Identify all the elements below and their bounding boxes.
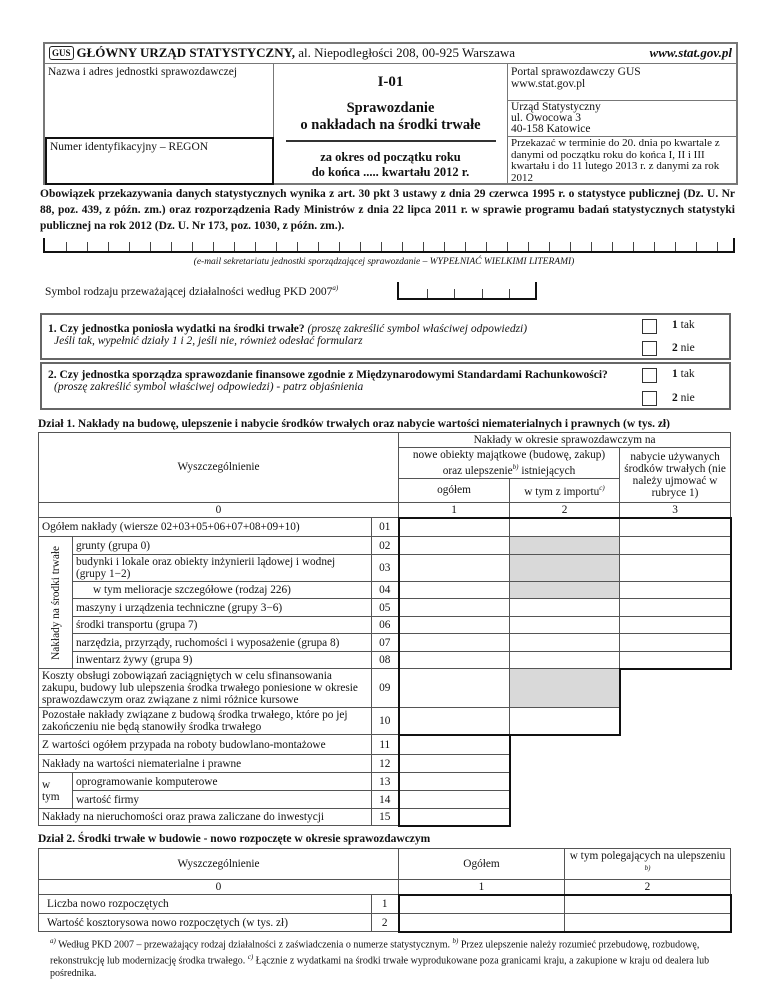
row-label: oprogramowanie komputerowe bbox=[73, 773, 372, 791]
email-char-divider bbox=[360, 242, 361, 251]
question-1 bbox=[40, 313, 731, 360]
email-char-divider bbox=[528, 242, 529, 251]
email-char-divider bbox=[675, 242, 676, 251]
header-url[interactable]: www.stat.gov.pl bbox=[649, 45, 732, 60]
divider bbox=[286, 140, 496, 142]
email-char-divider bbox=[318, 242, 319, 251]
col-num: 2 bbox=[565, 879, 731, 895]
header-import: w tym z importu$^{c)}$ bbox=[510, 478, 620, 502]
email-char-divider bbox=[150, 242, 151, 251]
empty bbox=[510, 755, 620, 773]
input-cell[interactable] bbox=[620, 555, 731, 582]
email-char-divider bbox=[549, 242, 550, 251]
s2-header-spec: Wyszczególnienie bbox=[39, 848, 399, 879]
table-row bbox=[39, 809, 731, 826]
email-char-divider bbox=[444, 242, 445, 251]
row-num: 09 bbox=[372, 669, 399, 708]
input-cell[interactable] bbox=[399, 518, 510, 537]
input-cell[interactable] bbox=[399, 755, 510, 773]
s2-header-improve: w tym polegających na ulepszeniu $^{b)}$ bbox=[565, 848, 731, 879]
empty bbox=[510, 809, 620, 826]
input-cell[interactable] bbox=[399, 582, 510, 599]
col-num: 2 bbox=[510, 502, 620, 518]
q1-text: 1. Czy jednostka poniosła wydatki na środki trwałe? (proszę zakreślić symbol właściwej odpowiedzi) bbox=[48, 323, 528, 335]
disabled-cell bbox=[510, 555, 620, 582]
col-num: 3 bbox=[620, 502, 731, 518]
email-char-divider bbox=[276, 242, 277, 251]
email-char-divider bbox=[234, 242, 235, 251]
input-cell[interactable] bbox=[399, 599, 510, 617]
email-char-divider bbox=[297, 242, 298, 251]
gus-logo: GUS bbox=[49, 46, 74, 60]
row-label: budynki i lokale oraz obiekty inżynierii lądowej i wodnej (grupy 1−2) bbox=[73, 555, 372, 582]
row-label: inwentarz żywy (grupa 9) bbox=[73, 652, 372, 669]
q2-no-checkbox[interactable] bbox=[642, 391, 657, 406]
pkd-label bbox=[45, 284, 338, 298]
input-cell[interactable] bbox=[399, 791, 510, 809]
unit-name-label: Nazwa i adres jednostki sprawozdawczej bbox=[48, 66, 238, 78]
sections bbox=[38, 417, 738, 980]
row-label: Koszty obsługi zobowiązań zaciągniętych w celu sfinansowania zakupu, budowy lub ulepszenia środka trwałego poniesione w okresie sprawozdawczym oraz związane z nimi różnice kursowe bbox=[39, 669, 372, 708]
form-title-block bbox=[274, 64, 507, 185]
form-header bbox=[43, 42, 738, 185]
pkd-char-divider bbox=[509, 289, 510, 298]
input-cell[interactable] bbox=[620, 537, 731, 555]
email-char-divider bbox=[591, 242, 592, 251]
office-street: ul. Owocowa 3 bbox=[511, 112, 581, 124]
table-row bbox=[39, 518, 731, 537]
portal-name: Portal sprawozdawczy GUS bbox=[511, 66, 641, 78]
row-label: środki transportu (grupa 7) bbox=[73, 617, 372, 634]
unit-name-field[interactable] bbox=[45, 64, 274, 137]
row-label: Ogółem nakłady (wiersze 02+03+05+06+07+08+09+10) bbox=[39, 518, 372, 537]
row-label: Z wartości ogółem przypada na roboty budowlano-montażowe bbox=[39, 735, 372, 755]
row-num: 2 bbox=[372, 914, 399, 932]
pkd-label-text: Symbol rodzaju przeważającej działalności według PKD 2007 bbox=[45, 285, 333, 298]
email-char-divider bbox=[87, 242, 88, 251]
pkd-char-divider bbox=[427, 289, 428, 298]
email-char-divider bbox=[612, 242, 613, 251]
input-cell[interactable] bbox=[620, 599, 731, 617]
q1-text-block bbox=[48, 323, 633, 347]
table-row bbox=[39, 652, 731, 669]
pkd-char-divider bbox=[454, 289, 455, 298]
disabled-cell bbox=[510, 669, 620, 708]
email-char-divider bbox=[66, 242, 67, 251]
s2-header-total: Ogółem bbox=[399, 848, 565, 879]
email-char-divider bbox=[192, 242, 193, 251]
row-num: 06 bbox=[372, 617, 399, 634]
section1-table bbox=[38, 432, 732, 827]
pkd-char-divider bbox=[482, 289, 483, 298]
row-label: grunty (grupa 0) bbox=[73, 537, 372, 555]
footnotes: $^{a)}$ Według PKD 2007 – przeważający rodzaj działalności z zaświadczenia o numerze statystycznym. $^{b)}$ Przez ulepszenie należy rozumieć przebudowę, rozbudowę, rekonstrukcję lub modernizację środka trwałego. $^{c)}$ Łącznie z wydatkami na środki trwałe wyprodukowane poza granicami kraju, a zakupione w kraju od dealera lub pośrednika. bbox=[50, 936, 710, 980]
row-label: Pozostałe nakłady związane z budową środka trwałego, które po jej zakończeniu nie będą stanowiły środka trwałego bbox=[39, 708, 372, 735]
input-cell[interactable] bbox=[399, 773, 510, 791]
question-2 bbox=[40, 362, 731, 410]
row-num: 08 bbox=[372, 652, 399, 669]
vertical-group-label: Nakłady na środki trwałe bbox=[39, 537, 73, 669]
office-info bbox=[507, 101, 736, 137]
portal-url[interactable]: www.stat.gov.pl bbox=[511, 78, 586, 90]
q2-yes-label: 1 tak bbox=[672, 368, 695, 380]
q1-no-checkbox[interactable] bbox=[642, 341, 657, 356]
empty bbox=[620, 773, 731, 791]
email-char-divider bbox=[486, 242, 487, 251]
form-title-2: o nakładach na środki trwałe bbox=[300, 117, 481, 133]
table-row bbox=[39, 582, 731, 599]
input-cell[interactable] bbox=[510, 518, 620, 537]
q2-no-label: 2 nie bbox=[672, 392, 695, 404]
org-name: GŁÓWNY URZĄD STATYSTYCZNY, bbox=[76, 45, 296, 60]
table-row bbox=[39, 599, 731, 617]
table-row bbox=[39, 791, 731, 809]
form-code: I-01 bbox=[377, 74, 404, 90]
email-char-divider bbox=[633, 242, 634, 251]
section2-title: Dział 2. Środki trwałe w budowie - nowo rozpoczęte w okresie sprawozdawczym bbox=[38, 832, 431, 845]
q2-text-block bbox=[48, 369, 633, 393]
office-city: 40-158 Katowice bbox=[511, 123, 591, 135]
pkd-footnote-mark: a) bbox=[332, 284, 339, 292]
row-label: maszyny i urządzenia techniczne (grupy 3−6) bbox=[73, 599, 372, 617]
row-num: 13 bbox=[372, 773, 399, 791]
input-cell[interactable] bbox=[399, 669, 510, 708]
email-char-divider bbox=[507, 242, 508, 251]
header-spec: Wyszczególnienie bbox=[39, 433, 399, 503]
email-char-divider bbox=[696, 242, 697, 251]
table-row bbox=[39, 895, 731, 914]
row-num: 05 bbox=[372, 599, 399, 617]
email-caption: (e-mail sekretariatu jednostki sporządzającej sprawozdanie – WYPEŁNIAĆ WIELKIMI LITERAMI) bbox=[193, 257, 575, 267]
input-cell[interactable] bbox=[399, 735, 510, 755]
email-char-divider bbox=[423, 242, 424, 251]
q2-note: (proszę zakreślić symbol właściwej odpowiedzi) - patrz objaśnienia bbox=[54, 381, 364, 393]
email-char-divider bbox=[171, 242, 172, 251]
section1-title: Dział 1. Nakłady na budowę, ulepszenie i nabycie środków trwałych oraz nabycie wartości niematerialnych i prawnych (w tys. zł) bbox=[38, 418, 670, 430]
table-row bbox=[39, 708, 731, 735]
input-cell[interactable] bbox=[510, 599, 620, 617]
row-num: 03 bbox=[372, 555, 399, 582]
input-cell[interactable] bbox=[565, 914, 731, 932]
disabled-cell bbox=[510, 537, 620, 555]
period-1: za okres od początku roku bbox=[320, 150, 461, 164]
office-name: Urząd Statystyczny bbox=[511, 101, 601, 113]
input-cell[interactable] bbox=[620, 652, 731, 669]
input-cell[interactable] bbox=[510, 708, 620, 735]
input-cell[interactable] bbox=[399, 708, 510, 735]
row-num: 12 bbox=[372, 755, 399, 773]
col-num: 1 bbox=[399, 879, 565, 895]
table-row bbox=[39, 735, 731, 755]
header-top: Nakłady w okresie sprawozdawczym na bbox=[399, 433, 731, 448]
input-cell[interactable] bbox=[620, 582, 731, 599]
row-num: 04 bbox=[372, 582, 399, 599]
header-total: ogółem bbox=[399, 478, 510, 502]
q1-note: Jeśli tak, wypełnić działy 1 i 2, jeśli nie, również odesłać formularz bbox=[54, 335, 363, 347]
table-row bbox=[39, 537, 731, 555]
email-char-divider bbox=[129, 242, 130, 251]
table-row bbox=[39, 914, 731, 932]
email-char-divider bbox=[339, 242, 340, 251]
email-char-divider bbox=[402, 242, 403, 251]
row-label: Wartość kosztorysowa nowo rozpoczętych (w tys. zł) bbox=[39, 914, 372, 932]
email-char-divider bbox=[108, 242, 109, 251]
q1-yes-checkbox[interactable] bbox=[642, 319, 657, 334]
empty bbox=[620, 735, 731, 755]
input-cell[interactable] bbox=[620, 518, 731, 537]
regon-field[interactable] bbox=[45, 137, 274, 185]
form-title-1: Sprawozdanie bbox=[346, 100, 435, 116]
table-row bbox=[39, 555, 731, 582]
deadline-info: Przekazać w terminie do 20. dnia po kwartale z danymi od początku roku do końca I, II i III kwartału i do 11 lutego 2013 r. z danymi za rok 2012 bbox=[507, 137, 736, 185]
empty bbox=[510, 791, 620, 809]
q1-no-label: 2 nie bbox=[672, 342, 695, 354]
row-num: 01 bbox=[372, 518, 399, 537]
legal-obligation: Obowiązek przekazywania danych statystycznych wynika z art. 30 pkt 3 ustawy z dnia 29 czerwca 1995 r. o statystyce publicznej (Dz. U. Nr 88, poz. 439, z późn. zm.) oraz rozporządzenia Rady Ministrów z dnia 22 lipca 2011 r. w sprawie programu badań statystycznych statystyki publicznej na rok 2012 (Dz. U. Nr 173, poz. 1030, z późn. zm.). bbox=[40, 188, 735, 232]
q2-text: 2. Czy jednostka sporządza sprawozdanie finansowe zgodnie z Międzynarodowymi Standardami Rachunkowości? bbox=[48, 369, 608, 381]
input-cell[interactable] bbox=[399, 895, 565, 914]
col-num: 0 bbox=[39, 502, 399, 518]
input-cell[interactable] bbox=[399, 634, 510, 652]
col-num: 0 bbox=[39, 879, 399, 895]
row-num: 07 bbox=[372, 634, 399, 652]
input-cell[interactable] bbox=[510, 634, 620, 652]
q1-yes-label: 1 tak bbox=[672, 319, 695, 331]
empty bbox=[620, 708, 731, 735]
table-row bbox=[39, 773, 731, 791]
email-char-divider bbox=[465, 242, 466, 251]
email-char-divider bbox=[381, 242, 382, 251]
empty bbox=[620, 791, 731, 809]
pkd-input[interactable] bbox=[397, 282, 537, 300]
row-label: wartość firmy bbox=[73, 791, 372, 809]
email-char-divider bbox=[654, 242, 655, 251]
table-row bbox=[39, 755, 731, 773]
header-used: nabycie używanych środków trwałych (nie należy ujmować w rubryce 1) bbox=[620, 448, 731, 503]
email-char-divider bbox=[255, 242, 256, 251]
input-cell[interactable] bbox=[565, 895, 731, 914]
regon-label: Numer identyfikacyjny – REGON bbox=[50, 141, 209, 153]
section2-table bbox=[38, 848, 732, 933]
disabled-cell bbox=[510, 582, 620, 599]
table-row bbox=[39, 634, 731, 652]
q2-yes-checkbox[interactable] bbox=[642, 368, 657, 383]
table-row bbox=[39, 617, 731, 634]
row-num: 11 bbox=[372, 735, 399, 755]
header-new: nowe obiekty majątkowe (budowę, zakup) oraz ulepszenie$^{b)}$ istniejących bbox=[399, 448, 620, 479]
period-2: do końca ..... kwartału 2012 r. bbox=[311, 165, 470, 179]
email-char-divider bbox=[213, 242, 214, 251]
input-cell[interactable] bbox=[510, 652, 620, 669]
email-char-divider bbox=[717, 242, 718, 251]
input-cell[interactable] bbox=[399, 555, 510, 582]
org-address: al. Niepodległości 208, 00-925 Warszawa bbox=[295, 45, 516, 60]
empty bbox=[620, 755, 731, 773]
input-cell[interactable] bbox=[620, 634, 731, 652]
empty bbox=[510, 735, 620, 755]
row-num: 1 bbox=[372, 895, 399, 914]
input-cell[interactable] bbox=[399, 617, 510, 634]
email-char-divider bbox=[570, 242, 571, 251]
empty bbox=[620, 669, 731, 708]
row-num: 15 bbox=[372, 809, 399, 826]
row-label: w tym melioracje szczegółowe (rodzaj 226) bbox=[73, 582, 372, 599]
empty bbox=[620, 809, 731, 826]
row-num: 14 bbox=[372, 791, 399, 809]
row-num: 02 bbox=[372, 537, 399, 555]
row-label: Nakłady na wartości niematerialne i prawne bbox=[39, 755, 372, 773]
input-cell[interactable] bbox=[399, 809, 510, 826]
wtym-label: w tym bbox=[39, 773, 73, 809]
table-row bbox=[39, 669, 731, 708]
row-num: 10 bbox=[372, 708, 399, 735]
row-label: narzędzia, przyrządy, ruchomości i wyposażenie (grupa 8) bbox=[73, 634, 372, 652]
header-bar bbox=[45, 44, 736, 64]
input-cell[interactable] bbox=[399, 652, 510, 669]
empty bbox=[510, 773, 620, 791]
input-cell[interactable] bbox=[620, 617, 731, 634]
portal-info bbox=[507, 64, 736, 101]
row-label: Nakłady na nieruchomości oraz prawa zaliczane do inwestycji bbox=[39, 809, 372, 826]
col-num: 1 bbox=[399, 502, 510, 518]
email-input[interactable] bbox=[43, 238, 735, 253]
row-label: Liczba nowo rozpoczętych bbox=[39, 895, 372, 914]
input-cell[interactable] bbox=[399, 914, 565, 932]
input-cell[interactable] bbox=[399, 537, 510, 555]
input-cell[interactable] bbox=[510, 617, 620, 634]
